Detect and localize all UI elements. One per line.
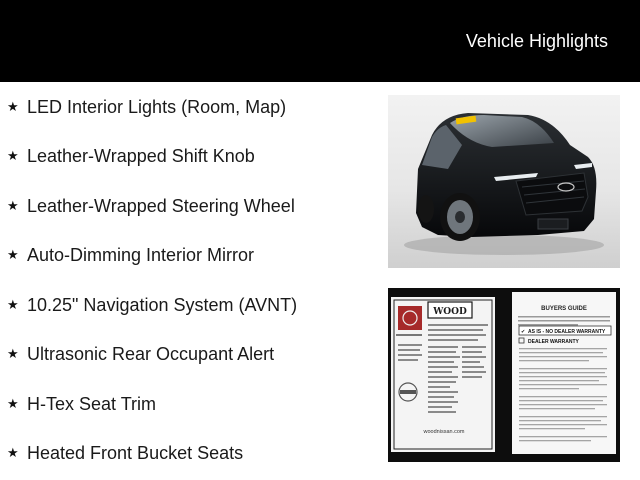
vehicle-photo[interactable]	[388, 95, 620, 268]
header-bar	[0, 0, 640, 82]
window-sticker-photo[interactable]	[388, 288, 620, 462]
feature-label: LED Interior Lights (Room, Map)	[27, 96, 287, 117]
dealer-logo: WOOD	[433, 307, 467, 317]
star-icon: ★	[7, 247, 19, 262]
feature-label: H-Tex Seat Trim	[27, 393, 157, 414]
star-icon: ★	[7, 99, 19, 114]
star-icon: ★	[7, 346, 19, 361]
feature-item	[0, 440, 380, 466]
dealer-url: woodnissan.com	[423, 429, 465, 435]
buyers-guide-title: BUYERS GUIDE	[541, 306, 587, 312]
feature-label: 10.25" Navigation System (AVNT)	[27, 294, 298, 315]
star-icon: ★	[7, 445, 19, 460]
feature-item	[0, 242, 380, 268]
sticker-image	[388, 288, 620, 462]
feature-item	[0, 341, 380, 367]
checkbox-checked-icon: ✔	[521, 329, 526, 335]
vehicle-image	[388, 95, 620, 268]
feature-item	[0, 193, 380, 219]
star-icon: ★	[7, 297, 19, 312]
feature-item	[0, 391, 380, 417]
page-title: Vehicle Highlights	[465, 31, 608, 51]
star-icon: ★	[7, 198, 19, 213]
feature-label: Leather-Wrapped Steering Wheel	[27, 195, 295, 216]
feature-label: Leather-Wrapped Shift Knob	[27, 145, 255, 166]
feature-label: Heated Front Bucket Seats	[27, 442, 244, 463]
feature-item	[0, 94, 380, 120]
star-icon: ★	[7, 148, 19, 163]
feature-label: Ultrasonic Rear Occupant Alert	[27, 343, 275, 364]
dealer-warranty-option: DEALER WARRANTY	[528, 339, 579, 345]
feature-item	[0, 143, 380, 169]
star-icon: ★	[7, 396, 19, 411]
feature-item	[0, 292, 380, 318]
as-is-option: AS IS - NO DEALER WARRANTY	[528, 329, 606, 335]
feature-label: Auto-Dimming Interior Mirror	[27, 244, 255, 265]
